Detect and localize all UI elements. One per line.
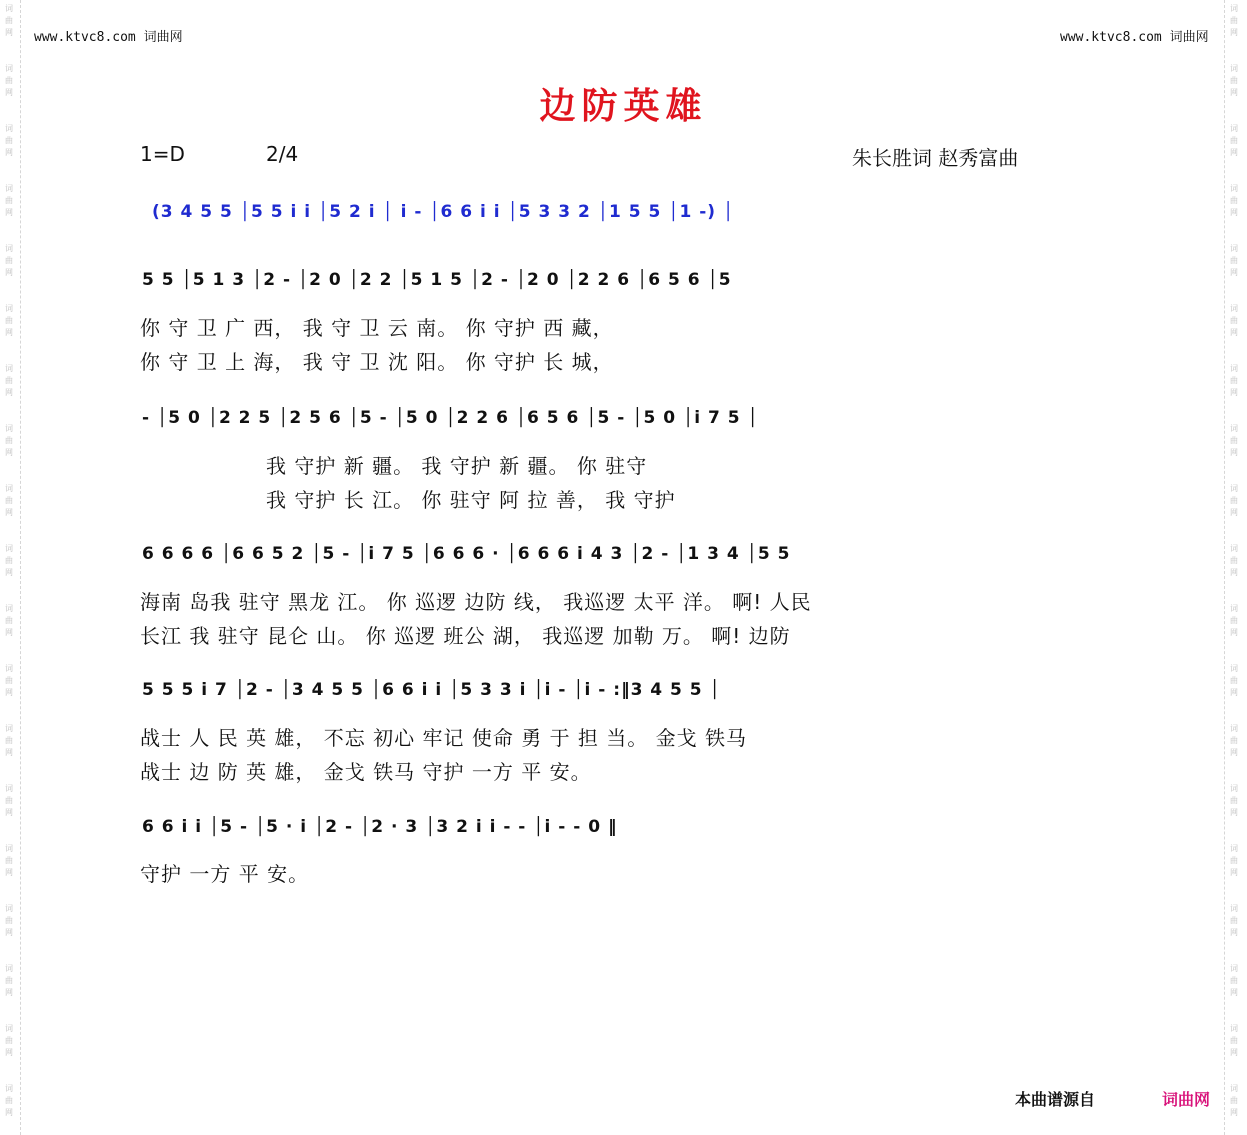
watermark-glyph: 词 — [5, 4, 13, 13]
watermark-glyph: 网 — [5, 1048, 13, 1057]
watermark-glyph: 网 — [5, 868, 13, 877]
source-label: 本曲谱源自 — [1015, 1090, 1096, 1109]
score-line-4-lyrics-verse-1: 战士 人 民 英 雄， 不忘 初心 牢记 使命 勇 于 担 当。 金戈 铁马 — [140, 726, 748, 750]
watermark-glyph: 曲 — [1230, 496, 1238, 505]
watermark-glyph: 词 — [5, 964, 13, 973]
watermark-glyph: 词 — [1230, 724, 1238, 733]
watermark-glyph: 网 — [1230, 328, 1238, 337]
watermark-glyph: 网 — [5, 148, 13, 157]
watermark-glyph: 曲 — [1230, 196, 1238, 205]
watermark-glyph: 曲 — [1230, 376, 1238, 385]
watermark-glyph: 曲 — [1230, 1096, 1238, 1105]
watermark-glyph: 曲 — [5, 796, 13, 805]
watermark-glyph: 词 — [1230, 844, 1238, 853]
watermark-glyph: 网 — [5, 388, 13, 397]
watermark-glyph: 词 — [5, 184, 13, 193]
watermark-glyph: 曲 — [5, 436, 13, 445]
watermark-glyph: 词 — [5, 904, 13, 913]
watermark-glyph: 网 — [5, 628, 13, 637]
song-title: 边防英雄 — [539, 85, 708, 127]
watermark-glyph: 词 — [1230, 544, 1238, 553]
watermark-glyph: 曲 — [5, 376, 13, 385]
watermark-glyph: 词 — [1230, 664, 1238, 673]
watermark-glyph: 词 — [1230, 304, 1238, 313]
watermark-glyph: 曲 — [1230, 1036, 1238, 1045]
watermark-glyph: 曲 — [1230, 796, 1238, 805]
watermark-glyph: 曲 — [1230, 556, 1238, 565]
watermark-glyph: 词 — [1230, 784, 1238, 793]
watermark-glyph: 词 — [5, 784, 13, 793]
watermark-glyph: 词 — [5, 64, 13, 73]
watermark-glyph: 网 — [1230, 88, 1238, 97]
watermark-glyph: 网 — [1230, 508, 1238, 517]
watermark-glyph: 词 — [1230, 604, 1238, 613]
score-line-2-lyrics-verse-2: 我 守护 长 江。 你 驻守 阿 拉 善， 我 守护 — [266, 488, 676, 512]
watermark-glyph: 词 — [5, 304, 13, 313]
watermark-glyph: 词 — [5, 244, 13, 253]
watermark-glyph: 词 — [1230, 124, 1238, 133]
watermark-glyph: 网 — [1230, 208, 1238, 217]
score-line-1-notation: 5 5 │5 1 3 │2 - │2 0 │2 2 │5 1 5 │2 - │2 0 │2 2 6 │6 5 6 │5 — [142, 270, 732, 290]
watermark-glyph: 曲 — [5, 196, 13, 205]
watermark-glyph: 词 — [5, 1024, 13, 1033]
left-watermark-strip — [0, 0, 21, 1135]
watermark-glyph: 词 — [1230, 4, 1238, 13]
watermark-glyph: 词 — [1230, 64, 1238, 73]
watermark-glyph: 曲 — [5, 496, 13, 505]
score-line-5-notation: 6 6 i i │5 - │5 · i │2 - │2 · 3 │3 2 i i - - │i - - 0 ‖ — [142, 817, 618, 837]
watermark-glyph: 词 — [1230, 244, 1238, 253]
watermark-glyph: 曲 — [1230, 136, 1238, 145]
watermark-glyph: 网 — [5, 928, 13, 937]
score-line-1-lyrics-verse-1: 你 守 卫 广 西， 我 守 卫 云 南。 你 守护 西 藏， — [140, 316, 614, 340]
score-line-4-notation: 5 5 5 i 7 │2 - │3 4 5 5 │6 6 i i │5 3 3 i │i - │i - :‖3 4 5 5 │ — [142, 680, 721, 700]
watermark-glyph: 曲 — [5, 256, 13, 265]
watermark-glyph: 网 — [5, 748, 13, 757]
watermark-glyph: 曲 — [5, 916, 13, 925]
watermark-glyph: 网 — [5, 508, 13, 517]
right-watermark-strip — [1224, 0, 1245, 1135]
score-line-1-lyrics-verse-2: 你 守 卫 上 海， 我 守 卫 沈 阳。 你 守护 长 城， — [140, 350, 614, 374]
watermark-glyph: 词 — [1230, 484, 1238, 493]
watermark-glyph: 词 — [1230, 184, 1238, 193]
score-line-3-lyrics-verse-1: 海南 岛我 驻守 黑龙 江。 你 巡逻 边防 线， 我巡逻 太平 洋。 啊! 人民 — [140, 590, 812, 614]
watermark-glyph: 网 — [1230, 568, 1238, 577]
watermark-glyph: 网 — [1230, 748, 1238, 757]
watermark-glyph: 曲 — [5, 616, 13, 625]
intro-notation: (3 4 5 5 │5 5 i i │5 2 i │ i - │6 6 i i │5 3 3 2 │1 5 5 │1 -) │ — [152, 202, 735, 222]
watermark-glyph: 词 — [5, 604, 13, 613]
watermark-glyph: 曲 — [5, 316, 13, 325]
watermark-glyph: 词 — [1230, 1024, 1238, 1033]
watermark-glyph: 词 — [1230, 1084, 1238, 1093]
watermark-glyph: 网 — [5, 328, 13, 337]
watermark-glyph: 曲 — [5, 676, 13, 685]
watermark-glyph: 曲 — [1230, 436, 1238, 445]
watermark-glyph: 词 — [1230, 964, 1238, 973]
watermark-glyph: 网 — [1230, 688, 1238, 697]
watermark-glyph: 网 — [1230, 988, 1238, 997]
watermark-glyph: 网 — [1230, 628, 1238, 637]
watermark-glyph: 曲 — [1230, 916, 1238, 925]
watermark-glyph: 曲 — [1230, 676, 1238, 685]
watermark-glyph: 词 — [5, 844, 13, 853]
watermark-glyph: 词 — [5, 544, 13, 553]
watermark-glyph: 网 — [5, 568, 13, 577]
watermark-glyph: 词 — [5, 724, 13, 733]
site-url-left: www.ktvc8.com 词曲网 — [34, 30, 183, 45]
watermark-glyph: 曲 — [5, 856, 13, 865]
site-url-right: www.ktvc8.com 词曲网 — [1060, 30, 1209, 45]
watermark-glyph: 网 — [5, 1108, 13, 1117]
watermark-glyph: 曲 — [1230, 736, 1238, 745]
score-line-2-lyrics-verse-1: 我 守护 新 疆。 我 守护 新 疆。 你 驻守 — [266, 454, 648, 478]
watermark-glyph: 曲 — [1230, 256, 1238, 265]
score-line-4-lyrics-verse-2: 战士 边 防 英 雄， 金戈 铁马 守护 一方 平 安。 — [140, 760, 592, 784]
watermark-glyph: 曲 — [5, 1096, 13, 1105]
lyricist-composer: 朱长胜词 赵秀富曲 — [852, 146, 1019, 170]
watermark-glyph: 曲 — [5, 16, 13, 25]
watermark-glyph: 曲 — [5, 1036, 13, 1045]
watermark-glyph: 网 — [1230, 268, 1238, 277]
watermark-glyph: 网 — [5, 88, 13, 97]
watermark-glyph: 网 — [5, 28, 13, 37]
watermark-glyph: 网 — [1230, 1108, 1238, 1117]
watermark-glyph: 网 — [1230, 448, 1238, 457]
score-line-3-lyrics-verse-2: 长江 我 驻守 昆仑 山。 你 巡逻 班公 湖， 我巡逻 加勒 万。 啊! 边防 — [140, 624, 791, 648]
watermark-glyph: 词 — [5, 424, 13, 433]
watermark-glyph: 网 — [1230, 148, 1238, 157]
watermark-glyph: 词 — [5, 364, 13, 373]
watermark-glyph: 曲 — [5, 136, 13, 145]
watermark-glyph: 网 — [1230, 868, 1238, 877]
watermark-glyph: 曲 — [1230, 316, 1238, 325]
watermark-glyph: 网 — [1230, 28, 1238, 37]
key-signature: 1=D — [140, 142, 185, 166]
watermark-glyph: 曲 — [5, 556, 13, 565]
watermark-glyph: 曲 — [5, 76, 13, 85]
watermark-glyph: 网 — [5, 268, 13, 277]
watermark-glyph: 词 — [1230, 904, 1238, 913]
score-line-5-lyrics-verse-1: 守护 一方 平 安。 — [140, 862, 310, 886]
watermark-glyph: 曲 — [5, 736, 13, 745]
watermark-glyph: 网 — [5, 208, 13, 217]
watermark-glyph: 词 — [5, 124, 13, 133]
watermark-glyph: 曲 — [5, 976, 13, 985]
score-line-2-notation: - │5 0 │2 2 5 │2 5 6 │5 - │5 0 │2 2 6 │6 5 6 │5 - │5 0 │i 7 5 │ — [142, 408, 759, 428]
watermark-glyph: 词 — [5, 664, 13, 673]
watermark-glyph: 词 — [1230, 364, 1238, 373]
watermark-glyph: 曲 — [1230, 856, 1238, 865]
watermark-glyph: 网 — [5, 988, 13, 997]
watermark-glyph: 词 — [5, 1084, 13, 1093]
watermark-glyph: 网 — [5, 808, 13, 817]
watermark-glyph: 网 — [1230, 808, 1238, 817]
watermark-glyph: 曲 — [1230, 976, 1238, 985]
watermark-glyph: 网 — [1230, 1048, 1238, 1057]
time-signature: 2/4 — [266, 142, 299, 166]
watermark-glyph: 网 — [5, 448, 13, 457]
watermark-glyph: 网 — [1230, 388, 1238, 397]
score-line-3-notation: 6 6 6 6 │6 6 5 2 │5 - │i 7 5 │6 6 6 · │6 6 6 i 4 3 │2 - │1 3 4 │5 5 — [142, 544, 791, 564]
watermark-glyph: 词 — [1230, 424, 1238, 433]
watermark-glyph: 曲 — [1230, 16, 1238, 25]
watermark-glyph: 曲 — [1230, 76, 1238, 85]
source-logo-text: 词曲网 — [1162, 1090, 1211, 1109]
watermark-glyph: 网 — [5, 688, 13, 697]
watermark-glyph: 网 — [1230, 928, 1238, 937]
watermark-glyph: 曲 — [1230, 616, 1238, 625]
watermark-glyph: 词 — [5, 484, 13, 493]
